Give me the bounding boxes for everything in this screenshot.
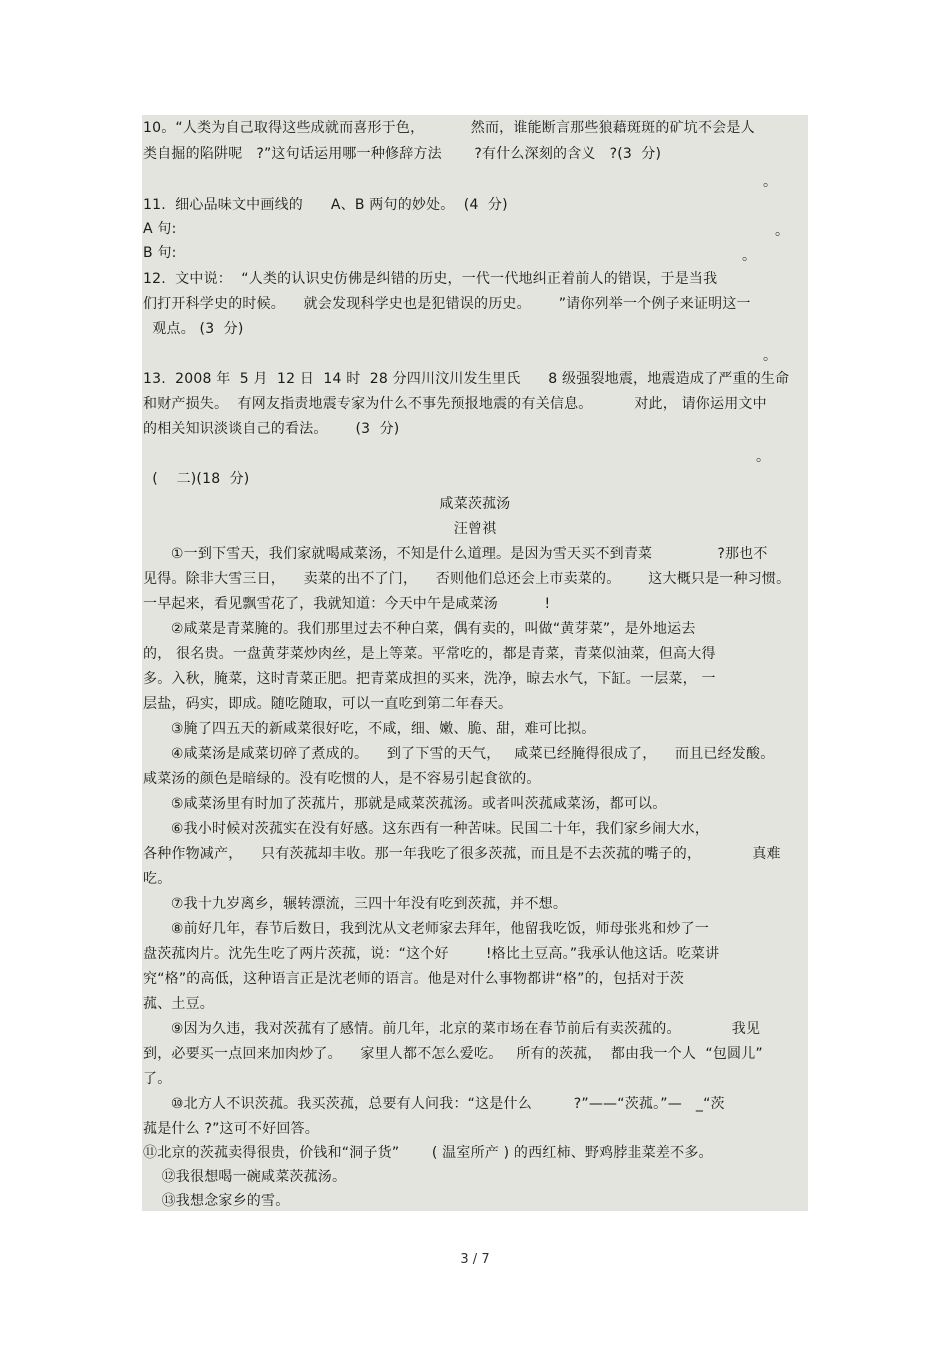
question-11-b: B 句: (143, 245, 177, 261)
paragraph-5: ⑤咸菜汤里有时加了茨菰片，那就是咸菜茨菰汤。或者叫茨菰咸菜汤，都可以。 (143, 796, 667, 812)
paragraph-8-line-1: ⑧前好几年，春节后数日，我到沈从文老师家去拜年，他留我吃饭，师母张兆和炒了一 (143, 921, 710, 937)
article-title: 咸菜茨菰汤 (439, 496, 511, 512)
paragraph-10-line-1: ⑩北方人不识茨菰。我买茨菰，总要有人问我：“这是什么 ?”——“茨菰。”— _“茨 (143, 1096, 725, 1112)
paragraph-3: ③腌了四五天的新咸菜很好吃，不咸，细、嫩、脆、甜，难可比拟。 (143, 721, 596, 737)
paragraph-2-line-1: ②咸菜是青菜腌的。我们那里过去不种白菜，偶有卖的，叫做“黄芽菜”，是外地运去 (143, 621, 696, 637)
question-13-answer-end: 。 (756, 449, 771, 465)
paragraph-6-line-2: 各种作物减产， 只有茨菰却丰收。那一年我吃了很多茨菰，而且是不去茨菰的嘴子的， 真难 (143, 846, 781, 862)
paragraph-2-line-3: 多。入秋，腌菜，这时青菜正肥。把青菜成担的买来，洗净，晾去水气，下缸。一层菜， 一 (143, 671, 716, 687)
question-13-line-2: 和财产损失。 有网友指责地震专家为什么不事先预报地震的有关信息。 对此， 请你运用文中 (143, 396, 767, 412)
page-number: 3 / 7 (460, 1252, 490, 1267)
paragraph-2-line-2: 的， 很名贵。一盘黄芽菜炒肉丝，是上等菜。平常吃的，都是青菜，青菜似油菜，但高大得 (143, 646, 716, 662)
paragraph-2-line-4: 层盐，码实，即成。随吃随取，可以一直吃到第二年春天。 (143, 696, 513, 712)
paragraph-8-line-3: 究“格”的高低，这种语言正是沈老师的语言。他是对什么事物都讲“格”的，包括对于茨 (143, 971, 685, 987)
paragraph-1-line-2: 见得。除非大雪三日， 卖菜的出不了门， 否则他们总还会上市卖菜的。 这大概只是一种习惯。 (143, 571, 791, 587)
question-10-line-2: 类自掘的陷阱呢 ?”这句话运用哪一种修辞方法 ?有什么深刻的含义 ?(3 分) (143, 146, 662, 162)
paragraph-7: ⑦我十九岁离乡，辗转漂流，三四十年没有吃到茨菰，并不想。 (143, 896, 568, 912)
question-12-line-2: 们打开科学史的时候。 就会发现科学史也是犯错误的历史。 ”请你列举一个例子来证明这一 (143, 296, 751, 312)
question-12-line-1: 12. 文中说： “人类的认识史仿佛是纠错的历史，一代一代地纠正着前人的错误，于是当我 (143, 271, 718, 287)
paragraph-11: ⑪北京的茨菰卖得很贵，价钱和“洞子货” ( 温室所产 ) 的西红柿、野鸡脖韭菜差不多。 (143, 1145, 713, 1161)
question-12-line-3: 观点。 (3 分) (143, 321, 244, 337)
question-13-line-1: 13. 2008 年 5 月 12 日 14 时 28 分四川汶川发生里氏 8 级强裂地震，地震造成了严重的生命 (143, 371, 790, 387)
paragraph-8-line-4: 菰、土豆。 (143, 996, 214, 1012)
paragraph-9-line-2: 到，必要买一点回来加肉炒了。 家里人都不怎么爱吃。 所有的茨菰， 都由我一个人 “包圆儿” (143, 1046, 763, 1062)
paragraph-8-line-2: 盘茨菰肉片。沈先生吃了两片茨菰，说：“这个好 !格比土豆高。”我承认他这话。吃菜讲 (143, 946, 720, 962)
article-author: 汪曾祺 (453, 521, 497, 537)
paragraph-4-line-1: ④咸菜汤是咸菜切碎了煮成的。 到了下雪的天气， 咸菜已经腌得很成了， 而且已经发酸。 (143, 746, 775, 762)
question-13-line-3: 的相关知识淡谈自己的看法。 (3 分) (143, 421, 400, 437)
question-11-a: A 句: (143, 221, 177, 237)
paragraph-6-line-1: ⑥我小时候对茨菰实在没有好感。这东西有一种苦味。民国二十年，我们家乡闹大水， (143, 821, 710, 837)
paragraph-9-line-1: ⑨因为久违，我对茨菰有了感情。前几年，北京的菜市场在春节前后有卖茨菰的。 我见 (143, 1021, 761, 1037)
question-11-a-end: 。 (775, 223, 790, 239)
paragraph-1-line-3: 一早起来，看见飘雪花了，我就知道：今天中午是咸菜汤 ! (143, 596, 551, 612)
paragraph-12: ⑫我很想喝一碗咸菜茨菰汤。 (143, 1169, 347, 1185)
question-12-answer-end: 。 (763, 348, 778, 364)
question-11: 11. 细心品味文中画线的 A、B 两句的妙处。 (4 分) (143, 197, 508, 213)
paragraph-1-line-1: ①一到下雪天，我们家就喝咸菜汤，不知是什么道理。是因为雪天买不到青菜 ?那也不 (143, 546, 768, 562)
paragraph-4-line-2: 咸菜汤的颜色是暗绿的。没有吃惯的人，是不容易引起食欲的。 (143, 771, 541, 787)
section-2-heading: ( 二)(18 分) (143, 471, 250, 487)
question-11-b-end: 。 (742, 248, 757, 264)
paragraph-13: ⑬我想念家乡的雪。 (143, 1193, 290, 1209)
question-10-line-1: 10。“人类为自己取得这些成就而喜形于色， 然而，谁能断言那些狼藉斑斑的矿坑不会是人 (143, 120, 755, 136)
paragraph-6-line-3: 吃。 (143, 871, 172, 887)
paragraph-10-line-2: 菰是什么 ?”这可不好回答。 (143, 1121, 319, 1137)
paragraph-9-line-3: 了。 (143, 1071, 172, 1087)
question-10-answer-end: 。 (763, 174, 778, 190)
